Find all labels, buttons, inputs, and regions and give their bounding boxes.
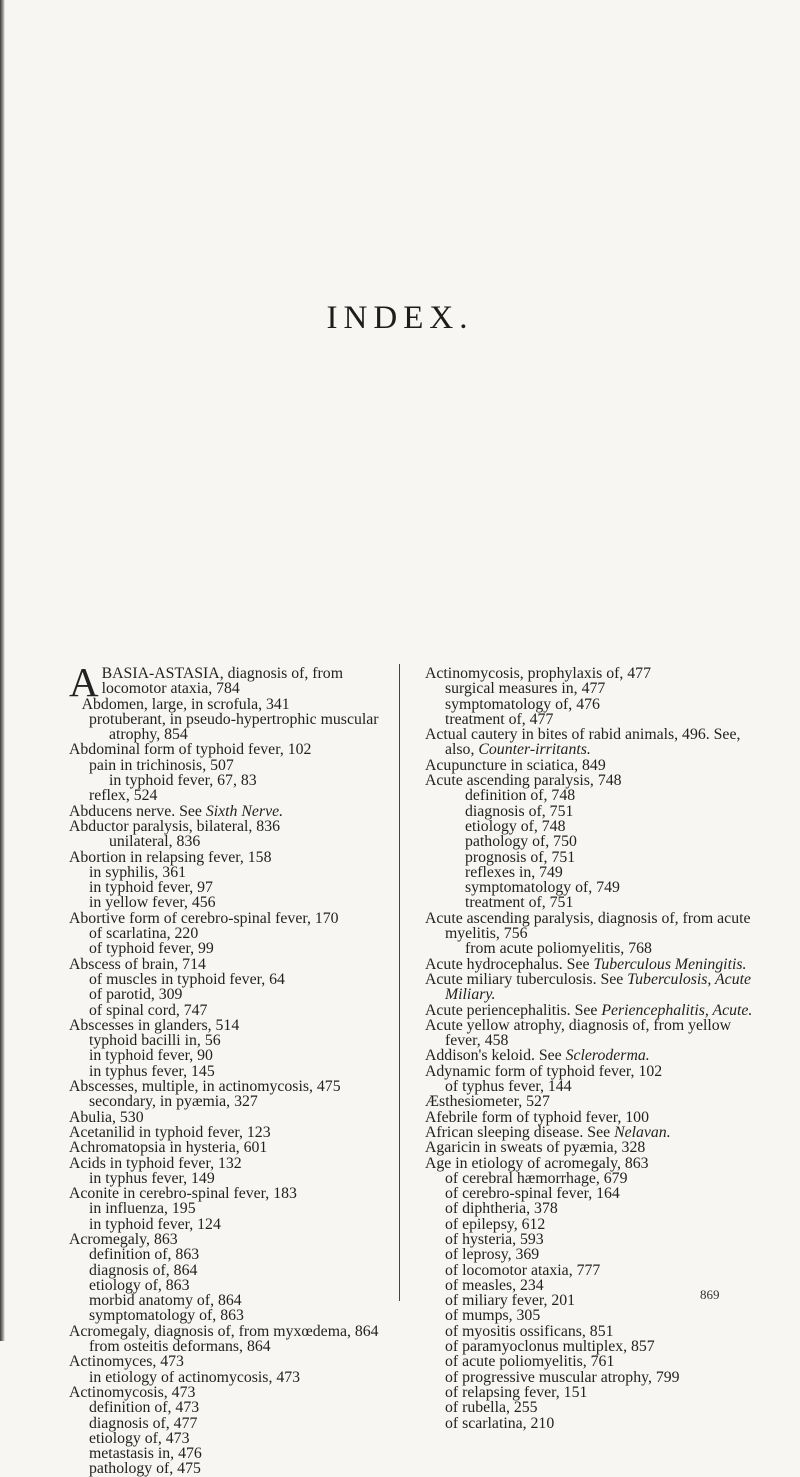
- index-entry: [69, 850, 399, 865]
- index-entry-text: secondary, in pyæmia, 327: [89, 1093, 258, 1111]
- index-entry: [69, 1003, 399, 1018]
- index-entry: [425, 712, 755, 727]
- index-entry-text: Æsthesiometer, 527: [425, 1093, 550, 1111]
- index-entry-text: from osteitis deformans, 864: [89, 1338, 271, 1356]
- index-entry-text: diagnosis of, 864: [89, 1261, 198, 1279]
- index-entry-text: of relapsing fever, 151: [445, 1383, 588, 1401]
- index-entry: [69, 773, 399, 788]
- index-entry-text: reflex, 524: [89, 787, 158, 805]
- index-entry-text: BASIA-ASTASIA, diagnosis of, from locomotor ataxia, 784: [101, 665, 343, 698]
- index-entry: [69, 1278, 399, 1293]
- cross-reference: Tuberculosis, Acute Miliary.: [445, 970, 751, 1004]
- page-edge-shadow: [0, 0, 5, 1341]
- index-entry-text: prognosis of, 751: [465, 848, 576, 866]
- column-divider: [399, 664, 400, 1301]
- index-entry-text: Age in etiology of acromegaly, 863: [425, 1154, 649, 1172]
- index-entry-text: of locomotor ataxia, 777: [445, 1261, 601, 1279]
- index-entry-text: Acids in typhoid fever, 132: [69, 1154, 242, 1172]
- index-entry: [69, 1247, 399, 1262]
- index-entry-text: unilateral, 836: [109, 833, 201, 851]
- index-entry: [69, 895, 399, 910]
- index-entry-text: Acute ascending paralysis, 748: [425, 772, 622, 790]
- index-entry-text: of miliary fever, 201: [445, 1292, 576, 1310]
- index-entry-text: in typhoid fever, 97: [89, 879, 213, 897]
- index-entry: [69, 1201, 399, 1216]
- index-entry: [425, 911, 755, 942]
- index-entry: [69, 865, 399, 880]
- index-entry-text: pathology of, 750: [465, 833, 577, 851]
- index-entry-text: of muscles in typhoid fever, 64: [89, 970, 285, 988]
- index-entry: [425, 1370, 755, 1385]
- index-entry: [425, 834, 755, 849]
- index-entry-text: Acute hydrocephalus. See: [425, 955, 594, 973]
- index-column-right: [425, 666, 755, 1431]
- index-entry: [425, 758, 755, 773]
- index-entry-text: symptomatology of, 863: [89, 1307, 244, 1325]
- index-entry: [69, 1354, 399, 1369]
- index-entry: [425, 681, 755, 696]
- index-entry-text: of diphtheria, 378: [445, 1200, 558, 1218]
- index-entry: [425, 865, 755, 880]
- index-entry-text: in typhoid fever, 124: [89, 1215, 221, 1233]
- index-entry-text: Actinomycosis, prophylaxis of, 477: [425, 665, 651, 682]
- index-entry-text: Abortion in relapsing fever, 158: [69, 848, 272, 866]
- index-entry-text: Acromegaly, 863: [69, 1230, 178, 1248]
- index-entry: [69, 1308, 399, 1323]
- index-entry: [69, 1094, 399, 1109]
- index-entry: [69, 1033, 399, 1048]
- index-entry: [425, 1308, 755, 1323]
- index-entry: [425, 819, 755, 834]
- index-entry: [425, 1003, 755, 1018]
- index-entry: [69, 758, 399, 773]
- index-entry-text: in typhus fever, 149: [89, 1169, 215, 1187]
- index-entry: [425, 727, 755, 758]
- index-entry-text: in yellow fever, 456: [89, 894, 216, 912]
- index-entry: [69, 880, 399, 895]
- index-entry-text: of scarlatina, 220: [89, 925, 199, 943]
- index-entry-text: pathology of, 475: [89, 1460, 201, 1477]
- index-entry-text: in influenza, 195: [89, 1200, 196, 1218]
- index-entry: [69, 1232, 399, 1247]
- index-entry-text: of measles, 234: [445, 1276, 544, 1294]
- index-entry-text: of typhoid fever, 99: [89, 940, 214, 958]
- index-entry: [69, 1110, 399, 1125]
- index-entry: [69, 788, 399, 803]
- index-entry: [425, 1079, 755, 1094]
- index-entry-text: metastasis in, 476: [89, 1445, 202, 1463]
- index-entry: [425, 1232, 755, 1247]
- index-entry: [425, 1125, 755, 1140]
- index-entry-text: of cerebral hæmorrhage, 679: [445, 1169, 628, 1187]
- index-entry: [425, 1140, 755, 1155]
- index-entry: [69, 1156, 399, 1171]
- index-entry: [425, 666, 755, 681]
- index-entry: [425, 788, 755, 803]
- index-entry-text: pain in trichinosis, 507: [89, 756, 234, 774]
- index-entry-text: reflexes in, 749: [465, 863, 563, 881]
- cross-reference: Nelavan.: [614, 1123, 671, 1141]
- index-entry-text: etiology of, 748: [465, 817, 566, 835]
- index-entry-text: of typhus fever, 144: [445, 1078, 572, 1096]
- index-entry: [425, 1217, 755, 1232]
- index-entry-text: of myositis ossificans, 851: [445, 1322, 614, 1340]
- index-entry-text: typhoid bacilli in, 56: [89, 1032, 221, 1050]
- index-entry-text: diagnosis of, 751: [465, 802, 574, 820]
- index-entry: [69, 972, 399, 987]
- index-entry-text: Achromatopsia in hysteria, 601: [69, 1139, 268, 1157]
- index-entry-text: Abulia, 530: [69, 1108, 144, 1126]
- index-entry-text: of scarlatina, 210: [445, 1414, 555, 1432]
- index-entries-right: [425, 666, 755, 1431]
- index-entry-text: in syphilis, 361: [89, 863, 186, 881]
- index-entry: [425, 697, 755, 712]
- index-entry-text: of rubella, 255: [445, 1399, 538, 1417]
- index-entry-text: Actinomyces, 473: [69, 1353, 184, 1371]
- index-entry: [69, 1339, 399, 1354]
- index-entry: [69, 1079, 399, 1094]
- index-entry: [425, 804, 755, 819]
- drop-cap: A: [69, 659, 99, 705]
- index-entry-text: Acetanilid in typhoid fever, 123: [69, 1123, 271, 1141]
- index-entry-text: protuberant, in pseudo-hypertrophic muscular atrophy, 854: [89, 710, 379, 744]
- index-entry: [425, 880, 755, 895]
- index-entry-text: of spinal cord, 747: [89, 1001, 208, 1019]
- index-entry: [425, 1354, 755, 1369]
- index-entry-text: Acute miliary tuberculosis. See: [425, 970, 628, 988]
- index-entry: [69, 911, 399, 926]
- index-entry-text: Adynamic form of typhoid fever, 102: [425, 1062, 663, 1080]
- index-entry: [69, 1370, 399, 1385]
- index-entry-text: Abducens nerve. See: [69, 802, 206, 820]
- index-entry-text: symptomatology of, 476: [445, 695, 600, 713]
- index-entry: [425, 1400, 755, 1415]
- index-entry: [425, 895, 755, 910]
- index-entry-text: Acute ascending paralysis, diagnosis of, from acute myelitis, 756: [425, 909, 751, 943]
- index-entry: [69, 1171, 399, 1186]
- index-entry-text: of leprosy, 369: [445, 1246, 540, 1264]
- index-entry: [69, 1293, 399, 1308]
- index-entry: [69, 1461, 399, 1476]
- index-entry: [69, 804, 399, 819]
- index-entry: [69, 957, 399, 972]
- index-entry-text: Acute periencephalitis. See: [425, 1001, 602, 1019]
- index-entry: [69, 1385, 399, 1400]
- index-entry-text: Acromegaly, diagnosis of, from myxœdema, 864: [69, 1322, 379, 1340]
- index-entry-text: of acute poliomyelitis, 761: [445, 1353, 615, 1371]
- index-entry: [425, 850, 755, 865]
- index-entry-text: Afebrile form of typhoid fever, 100: [425, 1108, 649, 1126]
- index-entry: [69, 819, 399, 834]
- index-entry-text: Abdominal form of typhoid fever, 102: [69, 741, 312, 759]
- index-entry: [69, 926, 399, 941]
- index-entry-text: African sleeping disease. See: [425, 1123, 615, 1141]
- index-entry-text: of paramyoclonus multiplex, 857: [445, 1338, 655, 1356]
- index-entry: [69, 1048, 399, 1063]
- index-entry: [69, 1125, 399, 1140]
- index-entry: [69, 1217, 399, 1232]
- index-entry-text: Actinomycosis, 473: [69, 1383, 196, 1401]
- index-entry-text: etiology of, 473: [89, 1429, 190, 1447]
- index-entry-text: from acute poliomyelitis, 768: [465, 940, 652, 958]
- index-entry: [69, 1140, 399, 1155]
- index-entry-text: of parotid, 309: [89, 986, 183, 1004]
- index-entry: [69, 697, 399, 712]
- index-entry: [69, 1263, 399, 1278]
- index-entry-text: in etiology of actinomycosis, 473: [89, 1368, 301, 1386]
- index-entry-text: surgical measures in, 477: [445, 680, 606, 698]
- index-entry-text: of epilepsy, 612: [445, 1215, 546, 1233]
- index-entry: [69, 987, 399, 1002]
- index-entry: [69, 742, 399, 757]
- index-entry-text: etiology of, 863: [89, 1276, 190, 1294]
- index-entry: [425, 1416, 755, 1431]
- index-entry: [425, 941, 755, 956]
- index-entry: [69, 712, 399, 743]
- index-entry: [425, 773, 755, 788]
- index-entry-text: in typhoid fever, 67, 83: [109, 772, 257, 790]
- index-entry: [425, 1156, 755, 1171]
- index-entry: [69, 941, 399, 956]
- cross-reference: Periencephalitis, Acute.: [601, 1001, 753, 1019]
- page-number: 869: [700, 1287, 720, 1302]
- index-entry-text: definition of, 748: [465, 787, 576, 805]
- index-entry: [69, 1018, 399, 1033]
- cross-reference: Tuberculous Meningitis.: [593, 955, 747, 973]
- index-entry-text: Abscesses, multiple, in actinomycosis, 475: [69, 1078, 341, 1096]
- index-entry: [69, 1064, 399, 1079]
- index-entry-text: Abortive form of cerebro-spinal fever, 170: [69, 909, 339, 927]
- index-entry-text: Agaricin in sweats of pyæmia, 328: [425, 1139, 646, 1157]
- index-entry: [425, 1018, 755, 1049]
- index-entry: [69, 1324, 399, 1339]
- index-entry-text: diagnosis of, 477: [89, 1414, 198, 1432]
- index-entry: [425, 1064, 755, 1079]
- index-entry-text: of progressive muscular atrophy, 799: [445, 1368, 680, 1386]
- index-entry: [69, 1186, 399, 1201]
- index-entry: [425, 1186, 755, 1201]
- index-entry-text: Abscess of brain, 714: [69, 955, 206, 973]
- index-entry: [425, 1110, 755, 1125]
- index-entry-text: definition of, 473: [89, 1399, 200, 1417]
- index-entry-text: of mumps, 305: [445, 1307, 541, 1325]
- index-entry-text: Addison's keloid. See: [425, 1047, 566, 1065]
- index-entry-text: morbid anatomy of, 864: [89, 1292, 242, 1310]
- index-entry: [69, 1416, 399, 1431]
- index-entry-text: Actual cautery in bites of rabid animals, 496. See, also,: [425, 726, 741, 759]
- index-entry: [425, 1048, 755, 1063]
- index-entry: [425, 1263, 755, 1278]
- page-title: INDEX.: [326, 300, 474, 336]
- index-entry: [425, 1201, 755, 1216]
- index-entry-text: definition of, 863: [89, 1246, 200, 1264]
- index-entry: [425, 1247, 755, 1262]
- index-entry-text: in typhoid fever, 90: [89, 1047, 213, 1065]
- cross-reference: Scleroderma.: [565, 1047, 650, 1065]
- cross-reference: Counter-irritants.: [478, 741, 591, 759]
- index-entry: [425, 1324, 755, 1339]
- index-entry: [425, 1385, 755, 1400]
- index-entry: [425, 972, 755, 1003]
- index-entry-text: treatment of, 751: [465, 894, 574, 912]
- index-entries-left: [69, 697, 399, 1477]
- index-entry-text: in typhus fever, 145: [89, 1062, 215, 1080]
- index-entry-text: Abductor paralysis, bilateral, 836: [69, 817, 281, 835]
- index-entry: [69, 1446, 399, 1461]
- index-entry-text: symptomatology of, 749: [465, 879, 620, 897]
- index-entry: [69, 1400, 399, 1415]
- index-entry-text: Abdomen, large, in scrofula, 341: [81, 695, 290, 713]
- index-entry-text: Acute yellow atrophy, diagnosis of, from yellow fever, 458: [425, 1016, 732, 1050]
- index-entry: [69, 1431, 399, 1446]
- index-entry: [425, 1171, 755, 1186]
- index-entry-text: Aconite in cerebro-spinal fever, 183: [69, 1185, 297, 1203]
- index-entry: [425, 1094, 755, 1109]
- index-entry: [425, 1339, 755, 1354]
- index-entry-text: of cerebro-spinal fever, 164: [445, 1185, 620, 1203]
- index-entry-text: Acupuncture in sciatica, 849: [425, 756, 606, 774]
- index-entry: [69, 834, 399, 849]
- index-entry-text: Abscesses in glanders, 514: [69, 1016, 240, 1034]
- cross-reference: Sixth Nerve.: [205, 802, 284, 820]
- index-entry-text: treatment of, 477: [445, 710, 554, 728]
- index-entry: [425, 957, 755, 972]
- index-entry-text: of hysteria, 593: [445, 1230, 544, 1248]
- index-column-left: [69, 659, 399, 1477]
